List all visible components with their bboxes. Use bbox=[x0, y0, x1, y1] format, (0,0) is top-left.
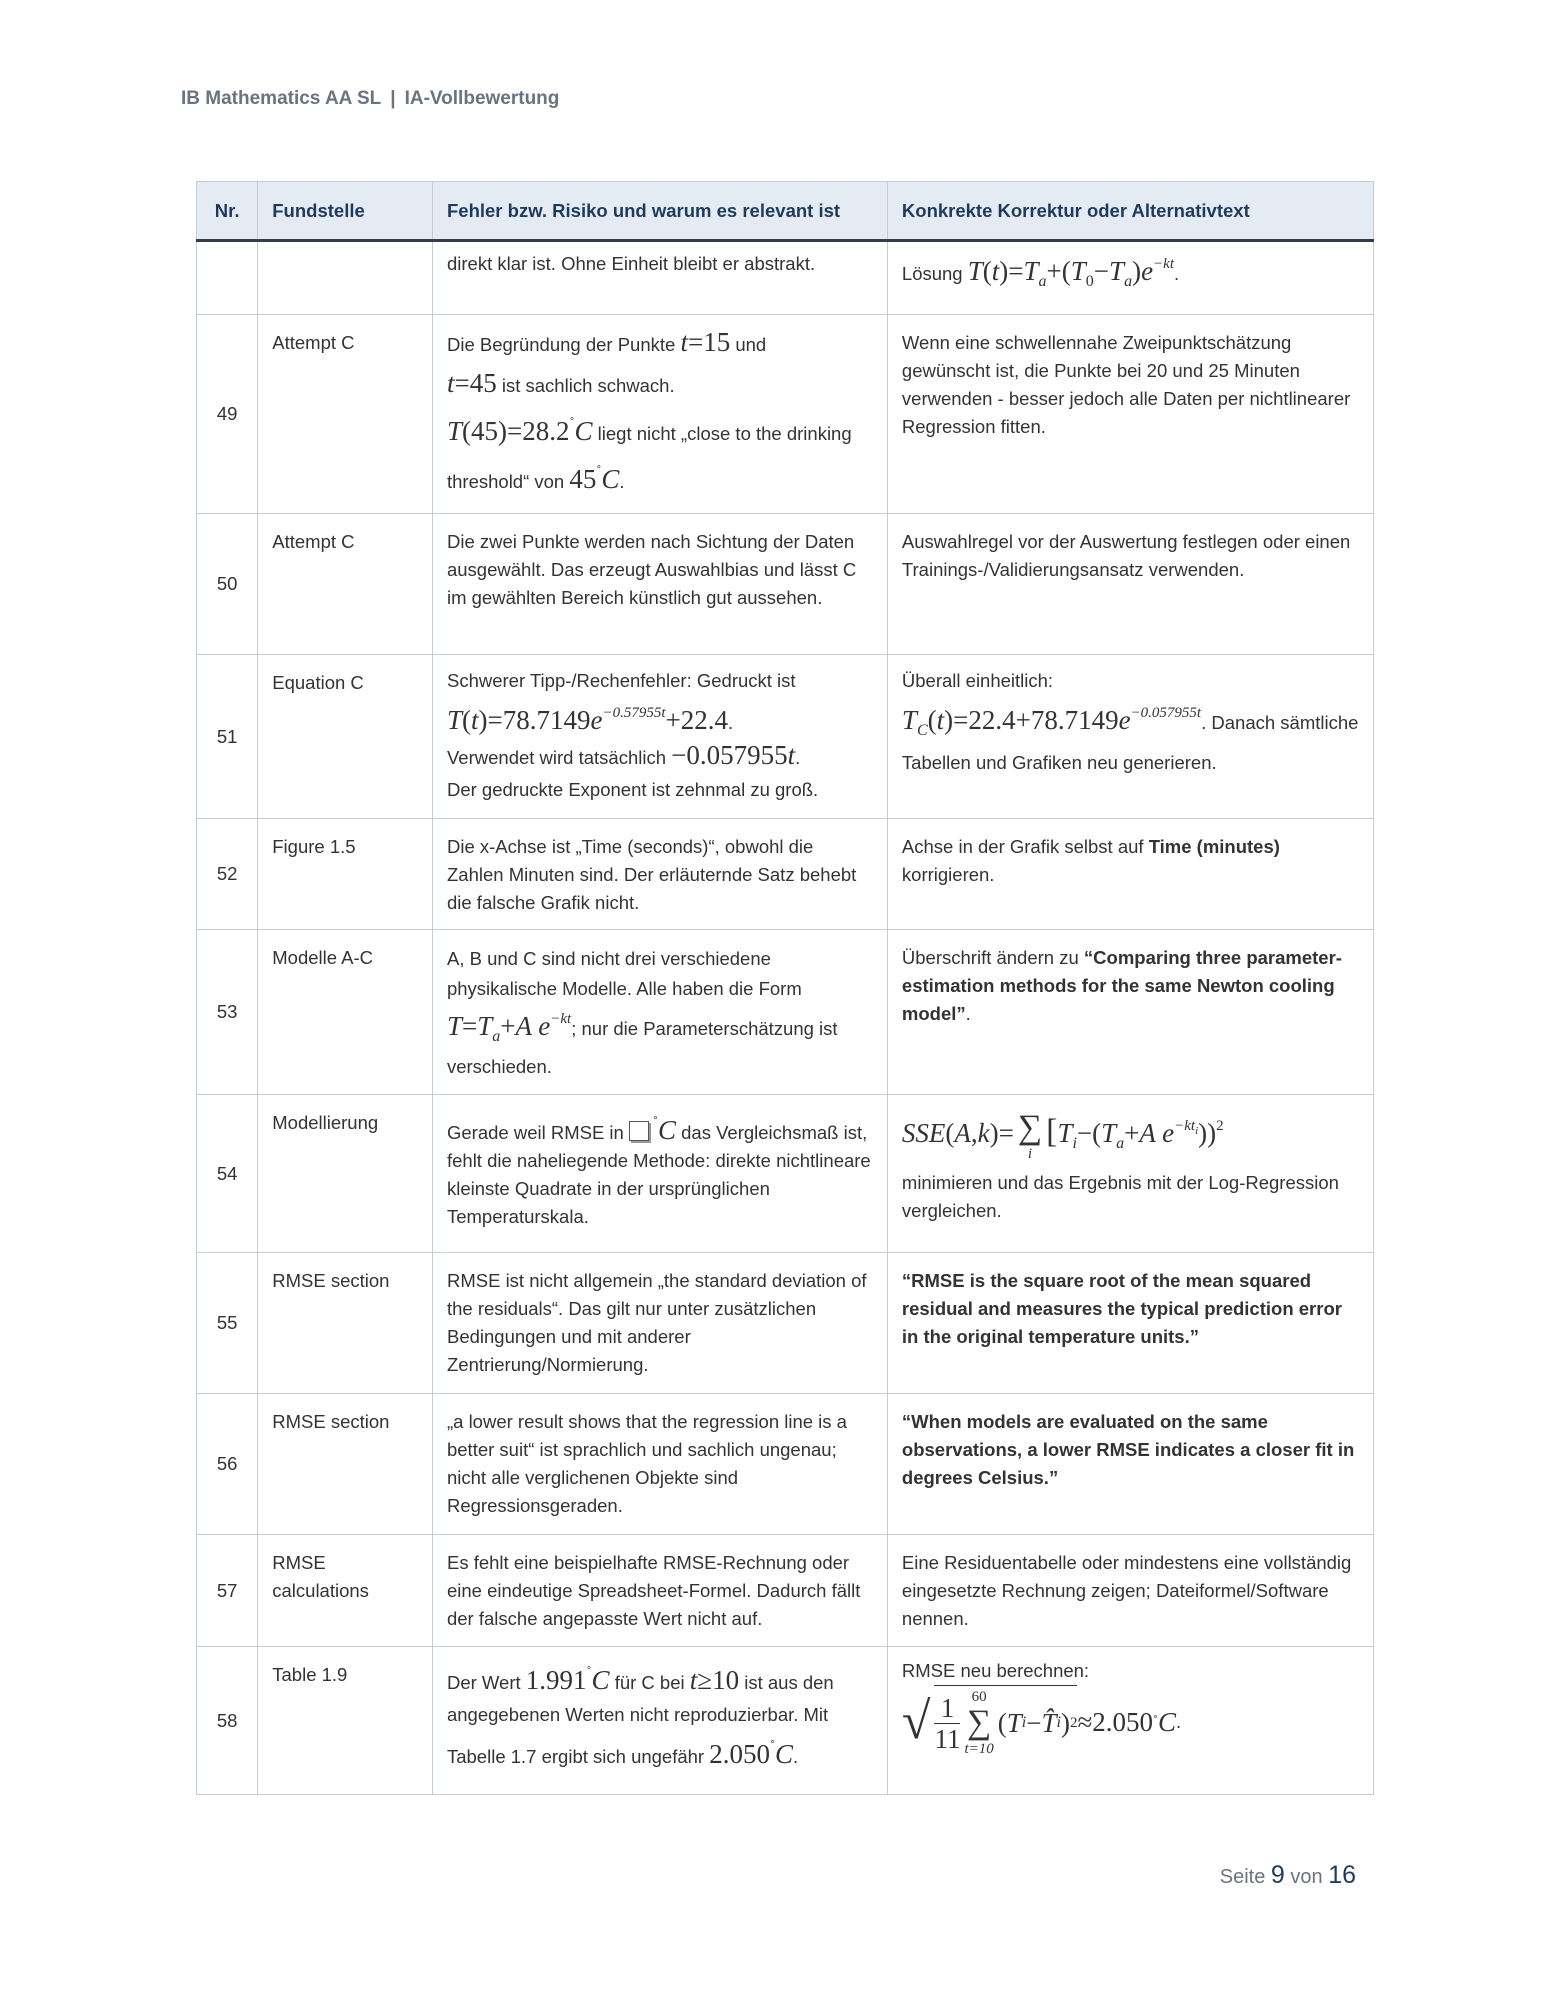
fix-cell: Überall einheitlich: $TC(t)=22.4+78.7149e^{-0.057955t}$. Danach sämtliche Tabellen und Grafiken neu generieren. bbox=[887, 655, 1373, 819]
row-number: 54 bbox=[197, 1095, 258, 1253]
header-separator: | bbox=[390, 88, 396, 109]
placeholder-box-icon bbox=[629, 1121, 649, 1141]
table-row bbox=[197, 819, 1374, 930]
sse-formula: SSE(A,k)= ∑ i [Ti−(Ta+A $e^{-kt_i}))^2$ bbox=[901, 1109, 1224, 1163]
source-cell: Equation C bbox=[258, 655, 433, 819]
col-nr: Nr. bbox=[197, 182, 258, 241]
fix-cell: Auswahlregel vor der Auswertung festlegen oder einen Trainings-/Validierungsansatz verwenden. bbox=[887, 514, 1373, 655]
row-number: 50 bbox=[197, 514, 258, 655]
col-fundstelle: Fundstelle bbox=[258, 182, 433, 241]
footer-word-page: Seite bbox=[1219, 1866, 1266, 1888]
document-title: IA-Vollbewertung bbox=[404, 88, 560, 109]
col-fehler: Fehler bzw. Risiko und warum es relevant ist bbox=[432, 182, 887, 241]
fix-cell: SSE(A,k)= ∑ i [Ti−(Ta+A $e^{-kt_i}))^2$ minimieren und das Ergebnis mit der Log-Regression vergleichen. bbox=[887, 1095, 1373, 1253]
error-cell: Gerade weil RMSE in ˚C das Vergleichsmaß ist, fehlt die naheliegende Methode: direkte nichtlineare kleinste Quadrate in der ursprünglichen Temperaturskala. bbox=[432, 1095, 887, 1253]
course-title: IB Mathematics AA SL bbox=[181, 88, 382, 109]
table-row bbox=[197, 315, 1374, 514]
source-cell: Figure 1.5 bbox=[258, 819, 433, 930]
row-number: 55 bbox=[197, 1253, 258, 1394]
table-row bbox=[197, 1647, 1374, 1795]
fix-cell: “RMSE is the square root of the mean squared residual and measures the typical prediction error in the original temperature units.” bbox=[887, 1253, 1373, 1394]
fix-cell: Achse in der Grafik selbst auf Time (minutes) korrigieren. bbox=[887, 819, 1373, 930]
page-header bbox=[181, 88, 559, 110]
error-cell: Die Begründung der Punkte t=15 und t=45 ist sachlich schwach. T(45)=28.2˚C liegt nicht „close to the drinking threshold“ von 45˚C. bbox=[432, 315, 887, 514]
table-row bbox=[197, 1394, 1374, 1535]
fix-cell: Lösung $T(t)=Ta+(T0-Ta)e^{-kt}$. bbox=[887, 241, 1373, 315]
error-cell: Die x-Achse ist „Time (seconds)“, obwohl die Zahlen Minuten sind. Der erläuternde Satz behebt die falsche Grafik nicht. bbox=[432, 819, 887, 930]
row-number: 53 bbox=[197, 930, 258, 1095]
table-row bbox=[197, 930, 1374, 1095]
error-cell: „a lower result shows that the regression line is a better suit“ ist sprachlich und sachlich ungenau; nicht alle verglichenen Objekte sind Regressionsgeraden. bbox=[432, 1394, 887, 1535]
error-cell: RMSE ist nicht allgemein „the standard deviation of the residuals“. Das gilt nur unter zusätzlichen Bedingungen und mit anderer Zentrierung/Normierung. bbox=[432, 1253, 887, 1394]
page-total: 16 bbox=[1328, 1861, 1356, 1889]
source-cell: Table 1.9 bbox=[258, 1647, 433, 1795]
source-cell: Modelle A-C bbox=[258, 930, 433, 1095]
table-header-row bbox=[197, 182, 1374, 241]
row-number: 58 bbox=[197, 1647, 258, 1795]
row-number: 56 bbox=[197, 1394, 258, 1535]
table-row bbox=[197, 1253, 1374, 1394]
error-cell: A, B und C sind nicht drei verschiedene physikalische Modelle. Alle haben die Form T=Ta+A $e^{-kt}$; nur die Parameterschätzung ist verschieden. bbox=[432, 930, 887, 1095]
table-row bbox=[197, 655, 1374, 819]
fix-cell: Eine Residuentabelle oder mindestens eine vollständig eingesetzte Rechnung zeigen; Dateiformel/Software nennen. bbox=[887, 1535, 1373, 1647]
source-cell: RMSE calculations bbox=[258, 1535, 433, 1647]
source-cell: RMSE section bbox=[258, 1253, 433, 1394]
row-number: 49 bbox=[197, 315, 258, 514]
page-number: 9 bbox=[1270, 1861, 1285, 1889]
table-row bbox=[197, 1535, 1374, 1647]
error-cell: Es fehlt eine beispielhafte RMSE-Rechnung oder eine eindeutige Spreadsheet-Formel. Dadurch fällt der falsche angepasste Wert nicht auf. bbox=[432, 1535, 887, 1647]
source-cell: RMSE section bbox=[258, 1394, 433, 1535]
error-cell: Die zwei Punkte werden nach Sichtung der Daten ausgewählt. Das erzeugt Auswahlbias und lässt C im gewählten Bereich künstlich gut aussehen. bbox=[432, 514, 887, 655]
error-cell: Der Wert 1.991˚C für C bei t≥10 ist aus den angegebenen Werten nicht reproduzierbar. Mit Tabelle 1.7 ergibt sich ungefähr 2.050˚C. bbox=[432, 1647, 887, 1795]
source-cell: Attempt C bbox=[258, 315, 433, 514]
formula: T bbox=[967, 256, 983, 286]
table-row bbox=[197, 1095, 1374, 1253]
table-row bbox=[197, 514, 1374, 655]
fix-cell: “When models are evaluated on the same observations, a lower RMSE indicates a closer fit in degrees Celsius.” bbox=[887, 1394, 1373, 1535]
error-cell: direkt klar ist. Ohne Einheit bleibt er abstrakt. bbox=[432, 241, 887, 315]
table-row bbox=[197, 241, 1374, 315]
row-number: 52 bbox=[197, 819, 258, 930]
review-table bbox=[196, 181, 1374, 1795]
page-footer bbox=[1220, 1861, 1356, 1890]
fix-cell: Überschrift ändern zu “Comparing three parameter-estimation methods for the same Newton cooling model”. bbox=[887, 930, 1373, 1095]
row-number: 57 bbox=[197, 1535, 258, 1647]
footer-word-of: von bbox=[1290, 1866, 1323, 1888]
error-cell: Schwerer Tipp-/Rechenfehler: Gedruckt ist $T(t)=78.7149e^{-0.57955t}+22.4$. Verwendet wird tatsächlich −0.057955t. Der gedruckte Exponent ist zehnmal zu groß. bbox=[432, 655, 887, 819]
fix-cell: Wenn eine schwellennahe Zweipunktschätzung gewünscht ist, die Punkte bei 20 und 25 Minuten verwenden - besser jedoch alle Daten per nichtlinearer Regression fitten. bbox=[887, 315, 1373, 514]
fix-cell: RMSE neu berechnen: √ $\frac{1}{11}$ 60 ∑ t=10 ( T i − T̂ i ) 2 ≈2.050 ˚ C . bbox=[887, 1647, 1373, 1795]
row-number: 51 bbox=[197, 655, 258, 819]
source-cell: Attempt C bbox=[258, 514, 433, 655]
rmse-formula: √ $\frac{1}{11}$ 60 ∑ t=10 ( T i − T̂ i ) 2 ≈2.050 ˚ C . bbox=[902, 1685, 1181, 1758]
source-cell: Modellierung bbox=[258, 1095, 433, 1253]
col-korrektur: Konkrekte Korrektur oder Alternativtext bbox=[887, 182, 1373, 241]
fix-text: Lösung bbox=[901, 263, 963, 284]
